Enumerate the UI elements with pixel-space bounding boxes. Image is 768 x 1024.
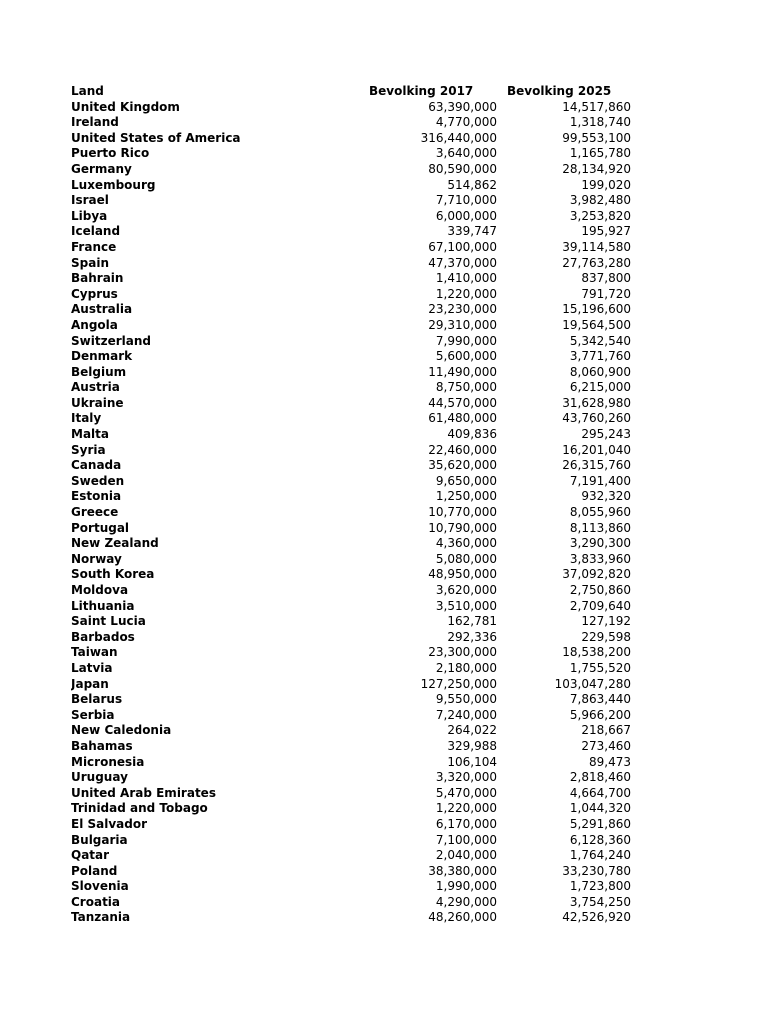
population-2017-cell: 3,640,000 (435, 146, 497, 161)
population-2025-cell: 8,060,900 (569, 364, 631, 379)
table-row (71, 287, 631, 303)
population-2017-cell: 2,040,000 (435, 848, 497, 863)
table-row (71, 879, 631, 895)
population-2017-cell: 23,300,000 (428, 645, 497, 660)
population-2025-cell: 7,863,440 (569, 692, 631, 707)
population-2017-cell: 8,750,000 (435, 380, 497, 395)
population-2025-cell: 15,196,600 (562, 302, 631, 317)
table-row (71, 302, 631, 318)
country-cell: Taiwan (71, 645, 118, 660)
population-2017-cell: 48,950,000 (428, 567, 497, 582)
table-row (71, 786, 631, 802)
population-2025-cell: 932,320 (581, 489, 631, 504)
country-cell: Portugal (71, 520, 130, 535)
population-2025-cell: 1,755,520 (569, 660, 631, 675)
population-2025-cell: 1,165,780 (569, 146, 631, 161)
population-2025-cell: 5,291,860 (569, 816, 631, 831)
population-2025-cell: 4,664,700 (569, 785, 631, 800)
country-cell: Iceland (71, 224, 121, 239)
population-2017-cell: 409,836 (447, 427, 497, 442)
table-row (71, 755, 631, 771)
population-2025-cell: 1,318,740 (569, 115, 631, 130)
population-2017-cell: 1,250,000 (435, 489, 497, 504)
country-cell: Denmark (71, 349, 133, 364)
population-2017-cell: 6,000,000 (435, 208, 497, 223)
table-row (71, 334, 631, 350)
population-2025-cell: 2,818,460 (569, 770, 631, 785)
population-2025-cell: 3,771,760 (569, 349, 631, 364)
country-cell: Japan (71, 676, 109, 691)
population-2017-cell: 44,570,000 (428, 395, 497, 410)
table-row (71, 677, 631, 693)
population-2017-cell: 11,490,000 (428, 364, 497, 379)
table-row (71, 817, 631, 833)
population-2025-cell: 3,290,300 (569, 536, 631, 551)
table-row (71, 770, 631, 786)
population-2017-cell: 6,170,000 (435, 816, 497, 831)
table-row (71, 162, 631, 178)
population-2017-cell: 1,220,000 (435, 286, 497, 301)
table-row (71, 115, 631, 131)
country-cell: New Zealand (71, 536, 159, 551)
population-2017-cell: 61,480,000 (428, 411, 497, 426)
population-2017-cell: 9,650,000 (435, 473, 497, 488)
population-2017-cell: 329,988 (447, 738, 497, 753)
header-row (71, 84, 631, 100)
table-row (71, 193, 631, 209)
population-2025-cell: 273,460 (581, 738, 631, 753)
country-cell: Serbia (71, 707, 115, 722)
population-2017-cell: 80,590,000 (428, 161, 497, 176)
population-2025-cell: 1,723,800 (569, 879, 631, 894)
population-2017-cell: 1,990,000 (435, 879, 497, 894)
country-cell: Micronesia (71, 754, 145, 769)
table-row (71, 645, 631, 661)
country-cell: Trinidad and Tobago (71, 801, 208, 816)
country-cell: Ukraine (71, 395, 124, 410)
population-2017-cell: 2,180,000 (435, 660, 497, 675)
population-2025-cell: 26,315,760 (562, 458, 631, 473)
table-row (71, 833, 631, 849)
population-2017-cell: 316,440,000 (420, 130, 497, 145)
population-2017-cell: 1,410,000 (435, 271, 497, 286)
table-row (71, 630, 631, 646)
table-row (71, 240, 631, 256)
table-row (71, 708, 631, 724)
country-cell: Syria (71, 442, 106, 457)
table-row (71, 474, 631, 490)
country-cell: United Arab Emirates (71, 785, 216, 800)
country-cell: Barbados (71, 629, 135, 644)
population-2017-cell: 9,550,000 (435, 692, 497, 707)
population-2025-cell: 33,230,780 (562, 863, 631, 878)
population-2017-cell: 10,790,000 (428, 520, 497, 535)
population-2017-cell: 38,380,000 (428, 863, 497, 878)
population-2025-cell: 5,342,540 (569, 333, 631, 348)
population-2017-cell: 162,781 (447, 614, 497, 629)
country-cell: Latvia (71, 660, 113, 675)
country-cell: El Salvador (71, 816, 148, 831)
population-2025-cell: 837,800 (581, 271, 631, 286)
population-2025-cell: 43,760,260 (562, 411, 631, 426)
country-cell: Puerto Rico (71, 146, 150, 161)
population-2017-cell: 7,990,000 (435, 333, 497, 348)
population-2025-cell: 28,134,920 (562, 161, 631, 176)
population-2025-cell: 18,538,200 (562, 645, 631, 660)
table-row (71, 723, 631, 739)
population-2025-cell: 103,047,280 (554, 676, 631, 691)
population-2017-cell: 5,600,000 (435, 349, 497, 364)
table-row (71, 380, 631, 396)
table-row (71, 271, 631, 287)
country-cell: Spain (71, 255, 109, 270)
table-body (71, 100, 631, 926)
population-2025-cell: 39,114,580 (562, 239, 631, 254)
country-cell: Poland (71, 863, 118, 878)
population-2025-cell: 6,215,000 (569, 380, 631, 395)
country-cell: Canada (71, 458, 122, 473)
country-cell: Ireland (71, 115, 119, 130)
population-2025-cell: 2,750,860 (569, 583, 631, 597)
population-2017-cell: 67,100,000 (428, 239, 497, 254)
population-2025-cell: 5,966,200 (569, 707, 631, 722)
table-row (71, 224, 631, 240)
population-2017-cell: 22,460,000 (428, 442, 497, 457)
country-cell: Qatar (71, 848, 110, 863)
population-2025-cell: 14,517,860 (562, 99, 631, 114)
country-cell: Bahamas (71, 738, 133, 753)
table-row (71, 801, 631, 817)
table-row (71, 427, 631, 443)
country-cell: Uruguay (71, 770, 128, 785)
population-2017-cell: 3,320,000 (435, 770, 497, 785)
population-2017-cell: 7,710,000 (435, 193, 497, 208)
population-2017-cell: 7,100,000 (435, 832, 497, 847)
country-cell: Moldova (71, 583, 129, 597)
country-cell: Cyprus (71, 286, 118, 301)
population-2017-cell: 339,747 (447, 224, 497, 239)
population-2017-cell: 5,470,000 (435, 785, 497, 800)
population-2025-cell: 89,473 (589, 754, 631, 769)
population-2025-cell: 16,201,040 (562, 442, 631, 457)
country-cell: Belarus (71, 692, 123, 707)
population-2025-cell: 99,553,100 (562, 130, 631, 145)
population-2025-cell: 791,720 (581, 286, 631, 301)
country-cell: United States of America (71, 130, 241, 145)
population-2025-cell: 42,526,920 (562, 910, 631, 925)
population-2017-cell: 7,240,000 (435, 707, 497, 722)
table-row (71, 661, 631, 677)
table-row (71, 583, 631, 599)
table-row (71, 458, 631, 474)
table-row (71, 864, 631, 880)
country-cell: Saint Lucia (71, 614, 146, 629)
table-row (71, 521, 631, 537)
population-2017-cell: 4,360,000 (435, 536, 497, 551)
population-2025-cell: 127,192 (581, 614, 631, 629)
population-2025-cell: 218,667 (581, 723, 631, 738)
population-2025-cell: 7,191,400 (569, 473, 631, 488)
population-2025-cell: 3,253,820 (569, 208, 631, 223)
population-2025-cell: 229,598 (581, 629, 631, 644)
table-row (71, 365, 631, 381)
country-cell: Tanzania (71, 910, 131, 925)
country-cell: Austria (71, 380, 120, 395)
population-2025-cell: 1,764,240 (569, 848, 631, 863)
population-2017-cell: 292,336 (447, 629, 497, 644)
table-row (71, 349, 631, 365)
country-cell: Malta (71, 427, 109, 442)
population-2025-cell: 6,128,360 (569, 832, 631, 847)
population-2017-cell: 514,862 (447, 177, 497, 192)
population-2017-cell: 35,620,000 (428, 458, 497, 473)
population-2017-cell: 47,370,000 (428, 255, 497, 270)
table-row (71, 131, 631, 147)
country-cell: Israel (71, 193, 109, 208)
country-cell: Croatia (71, 894, 121, 909)
table-row (71, 692, 631, 708)
population-2017-cell: 48,260,000 (428, 910, 497, 925)
header-population-2025: Bevolking 2025 (507, 84, 612, 98)
population-2025-cell: 3,833,960 (569, 551, 631, 566)
country-cell: Bulgaria (71, 832, 128, 847)
country-cell: Belgium (71, 364, 127, 379)
population-2017-cell: 4,290,000 (435, 894, 497, 909)
table-row (71, 443, 631, 459)
country-cell: Estonia (71, 489, 122, 504)
population-2017-cell: 5,080,000 (435, 551, 497, 566)
population-2025-cell: 8,113,860 (569, 520, 631, 535)
population-2017-cell: 1,220,000 (435, 801, 497, 816)
population-2017-cell: 127,250,000 (420, 676, 497, 691)
population-2025-cell: 8,055,960 (569, 505, 631, 520)
population-2025-cell: 3,982,480 (569, 193, 631, 208)
table-row (71, 552, 631, 568)
population-sheet (71, 84, 631, 926)
table-row (71, 318, 631, 334)
country-cell: New Caledonia (71, 723, 172, 738)
table-row (71, 599, 631, 615)
country-cell: Australia (71, 302, 133, 317)
table-row (71, 411, 631, 427)
country-cell: Lithuania (71, 598, 135, 613)
country-cell: Luxembourg (71, 177, 156, 192)
table-row (71, 100, 631, 116)
population-2025-cell: 3,754,250 (569, 894, 631, 909)
country-cell: Libya (71, 208, 108, 223)
header-land: Land (71, 84, 104, 98)
population-2017-cell: 10,770,000 (428, 505, 497, 520)
population-2017-cell: 63,390,000 (428, 99, 497, 114)
population-table (71, 84, 631, 926)
table-row (71, 209, 631, 225)
population-2025-cell: 31,628,980 (562, 395, 631, 410)
population-2025-cell: 195,927 (581, 224, 631, 239)
population-2025-cell: 1,044,320 (569, 801, 631, 816)
table-row (71, 536, 631, 552)
country-cell: Germany (71, 161, 132, 176)
country-cell: Bahrain (71, 271, 124, 286)
table-row (71, 146, 631, 162)
table-row (71, 178, 631, 194)
population-2025-cell: 19,564,500 (562, 317, 631, 332)
country-cell: Sweden (71, 473, 125, 488)
table-row (71, 505, 631, 521)
population-2017-cell: 23,230,000 (428, 302, 497, 317)
country-cell: Greece (71, 505, 119, 520)
population-2017-cell: 106,104 (447, 754, 497, 769)
table-row (71, 895, 631, 911)
population-2025-cell: 2,709,640 (569, 598, 631, 613)
population-2017-cell: 29,310,000 (428, 317, 497, 332)
table-row (71, 567, 631, 583)
country-cell: Norway (71, 551, 122, 566)
country-cell: France (71, 239, 117, 254)
population-2017-cell: 264,022 (447, 723, 497, 738)
population-2017-cell: 4,770,000 (435, 115, 497, 130)
table-row (71, 396, 631, 412)
population-2017-cell: 3,510,000 (435, 598, 497, 613)
header-population-2017: Bevolking 2017 (369, 84, 474, 98)
population-2025-cell: 295,243 (581, 427, 631, 442)
table-row (71, 614, 631, 630)
country-cell: Slovenia (71, 879, 129, 894)
country-cell: Italy (71, 411, 102, 426)
population-2017-cell: 3,620,000 (435, 583, 497, 597)
table-row (71, 489, 631, 505)
population-2025-cell: 27,763,280 (562, 255, 631, 270)
country-cell: Switzerland (71, 333, 151, 348)
table-row (71, 848, 631, 864)
country-cell: South Korea (71, 567, 155, 582)
country-cell: Angola (71, 317, 118, 332)
table-row (71, 739, 631, 755)
country-cell: United Kingdom (71, 99, 180, 114)
population-2025-cell: 199,020 (581, 177, 631, 192)
population-2025-cell: 37,092,820 (562, 567, 631, 582)
table-row (71, 256, 631, 272)
table-row (71, 910, 631, 926)
